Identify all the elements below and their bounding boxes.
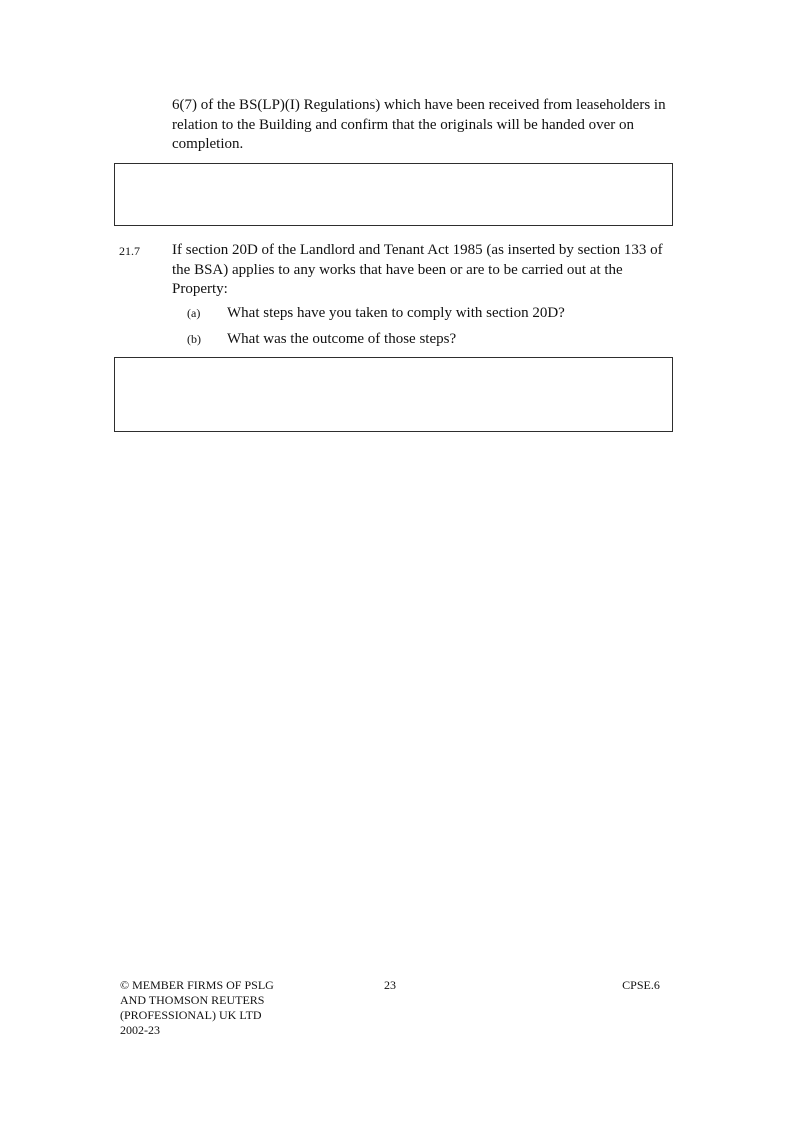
footer-page-number: 23 bbox=[384, 978, 396, 992]
sub-question-b-text: What was the outcome of those steps? bbox=[227, 331, 457, 347]
sub-question-b bbox=[187, 330, 657, 348]
answer-box-1[interactable] bbox=[114, 163, 673, 226]
footer-copyright-line: (PROFESSIONAL) UK LTD bbox=[120, 1008, 262, 1022]
sub-question-a-label: (a) bbox=[187, 306, 201, 320]
sub-question-b-label: (b) bbox=[187, 332, 201, 346]
sub-question-a-text: What steps have you taken to comply with section 20D? bbox=[227, 305, 565, 321]
footer-copyright-line: AND THOMSON REUTERS bbox=[120, 993, 265, 1007]
footer-doc-reference: CPSE.6 bbox=[622, 978, 660, 992]
footer-copyright bbox=[120, 978, 290, 1038]
continuation-paragraph: 6(7) of the BS(LP)(I) Regulations) which have been received from leaseholders in relation to the Building and confirm that the originals will be handed over on completion. bbox=[172, 97, 666, 152]
question-text: If section 20D of the Landlord and Tenant Act 1985 (as inserted by section 133 of the BSA) applies to any works that have been or are to be carried out at the Property: bbox=[172, 242, 663, 297]
question-number: 21.7 bbox=[119, 244, 140, 258]
answer-box-2[interactable] bbox=[114, 357, 673, 432]
footer-copyright-line: © MEMBER FIRMS OF PSLG bbox=[120, 978, 274, 992]
footer-copyright-line: 2002-23 bbox=[120, 1023, 160, 1037]
sub-question-a bbox=[187, 304, 657, 322]
